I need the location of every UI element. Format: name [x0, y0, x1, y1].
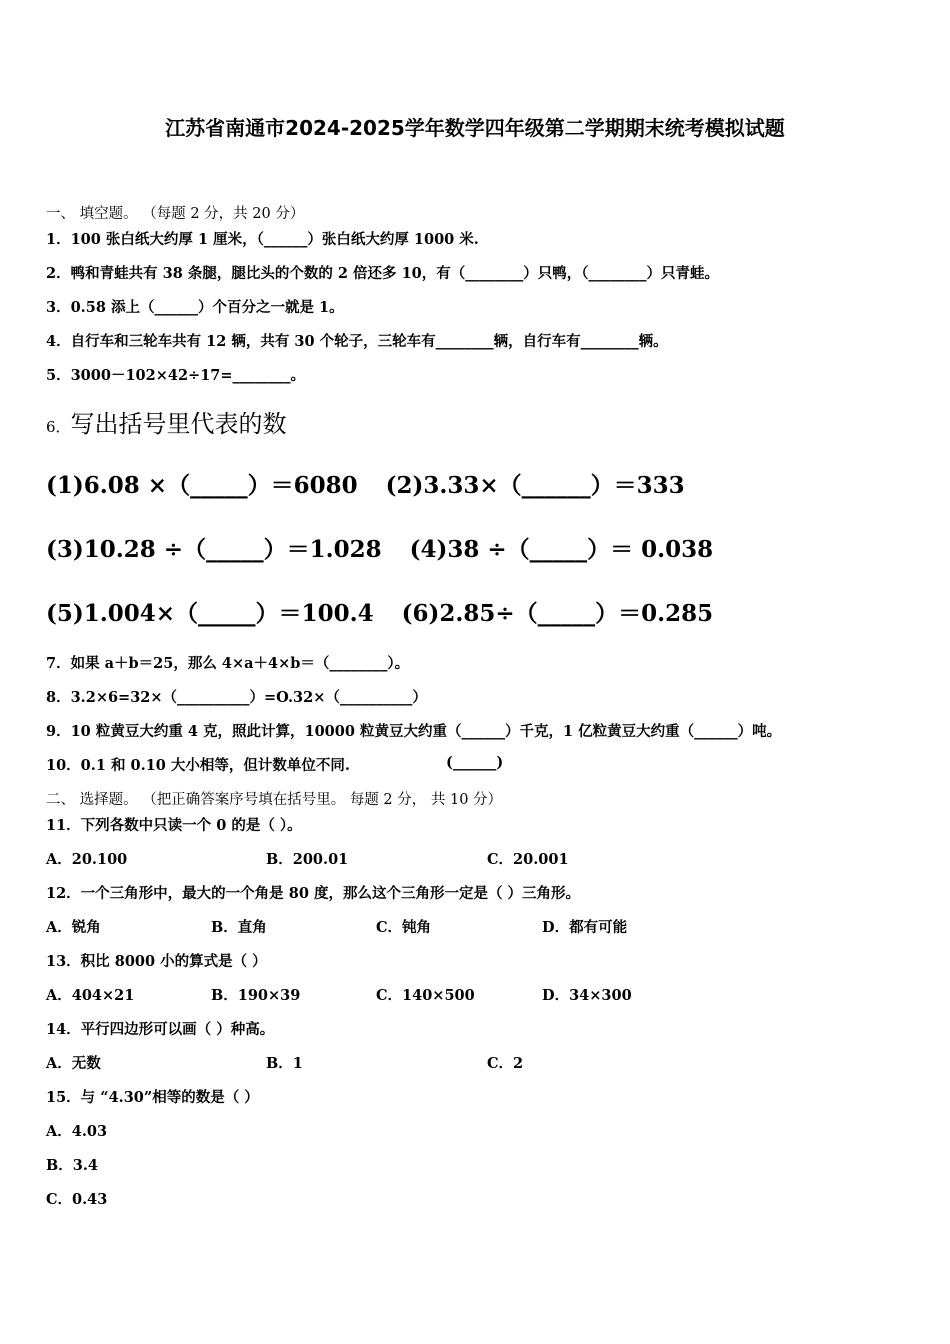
- question-7: 7．如果 a＋b＝25，那么 4×a＋4×b＝（________）。: [46, 655, 410, 672]
- section1-header: 一、 填空题。 （每题 2 分，共 20 分）: [46, 206, 305, 222]
- q11-option-a: A．20.100: [46, 851, 128, 868]
- question-3: 3．0.58 添上（______）个百分之一就是 1。: [46, 299, 344, 316]
- question-1: 1．100 张白纸大约厚 1 厘米，（______）张白纸大约厚 1000 米.: [46, 231, 479, 248]
- q12-option-b: B．直角: [211, 919, 267, 936]
- q13-option-b: B．190×39: [211, 987, 301, 1004]
- question-4: 4．自行车和三轮车共有 12 辆，共有 30 个轮子，三轮车有________辆，自行车有________辆。: [46, 333, 668, 350]
- question-6: [46, 404, 287, 439]
- question-9: 9．10 粒黄豆大约重 4 克，照此计算，10000 粒黄豆大约重（______）千克，1 亿粒黄豆大约重（______）吨。: [46, 723, 782, 740]
- q6-item-2: (2)3.33×（______）＝333: [385, 472, 685, 499]
- question-15: 15．与 “4.30”相等的数是（ ）: [46, 1089, 259, 1106]
- q6-item-1: (1)6.08 ×（_____）＝6080: [46, 472, 358, 499]
- q6-item-6: (6)2.85÷（_____）＝0.285: [401, 600, 714, 627]
- q6-row-2: [46, 531, 713, 564]
- question-5: 5．3000－102×42÷17=________。: [46, 367, 306, 384]
- q12-option-d: D．都有可能: [542, 919, 628, 936]
- q14-option-c: C．2: [487, 1055, 524, 1072]
- q12-option-a: A．锐角: [46, 919, 101, 936]
- question-13: 13．积比 8000 小的算式是（ ）: [46, 953, 267, 970]
- question-14: 14．平行四边形可以画（ ）种高。: [46, 1021, 275, 1038]
- q15-option-c: C．0.43: [46, 1191, 108, 1208]
- question-11: 11．下列各数中只读一个 0 的是（ ）。: [46, 817, 302, 834]
- question-2: 2．鸭和青蛙共有 38 条腿，腿比头的个数的 2 倍还多 10，有（________）只鸭，（________）只青蛙。: [46, 265, 720, 282]
- q11-option-b: B．200.01: [266, 851, 349, 868]
- q14-option-a: A．无数: [46, 1055, 101, 1072]
- q6-item-4: (4)38 ÷（_____）＝ 0.038: [409, 536, 714, 563]
- q14-option-b: B．1: [266, 1055, 303, 1072]
- page-title: 江苏省南通市2024-2025学年数学四年级第二学期期末统考模拟试题: [165, 116, 785, 140]
- question-6-text: 写出括号里代表的数: [70, 410, 287, 438]
- q6-row-1: [46, 467, 685, 500]
- question-12: 12．一个三角形中，最大的一个角是 80 度，那么这个三角形一定是（ ）三角形。: [46, 885, 580, 902]
- q13-option-a: A．404×21: [46, 987, 135, 1004]
- question-10: 10．0.1 和 0.10 大小相等，但计数单位不同.: [46, 757, 350, 774]
- section2-header: 二、 选择题。 （把正确答案序号填在括号里。 每题 2 分， 共 10 分）: [46, 792, 503, 808]
- q11-option-c: C．20.001: [487, 851, 569, 868]
- q13-option-c: C．140×500: [376, 987, 475, 1004]
- question-8: 8．3.2×6=32×（__________）=O.32×（__________）: [46, 689, 427, 706]
- q12-option-c: C．钝角: [376, 919, 432, 936]
- question-6-number: 6．: [46, 418, 71, 436]
- q6-item-5: (5)1.004×（_____）＝100.4: [46, 600, 374, 627]
- q6-row-3: [46, 595, 713, 628]
- q6-item-3: (3)10.28 ÷（_____）＝1.028: [46, 536, 382, 563]
- q13-option-d: D．34×300: [542, 987, 632, 1004]
- q15-option-b: B．3.4: [46, 1157, 98, 1174]
- q15-option-a: A．4.03: [46, 1123, 108, 1140]
- question-10-blank: (______): [446, 754, 504, 771]
